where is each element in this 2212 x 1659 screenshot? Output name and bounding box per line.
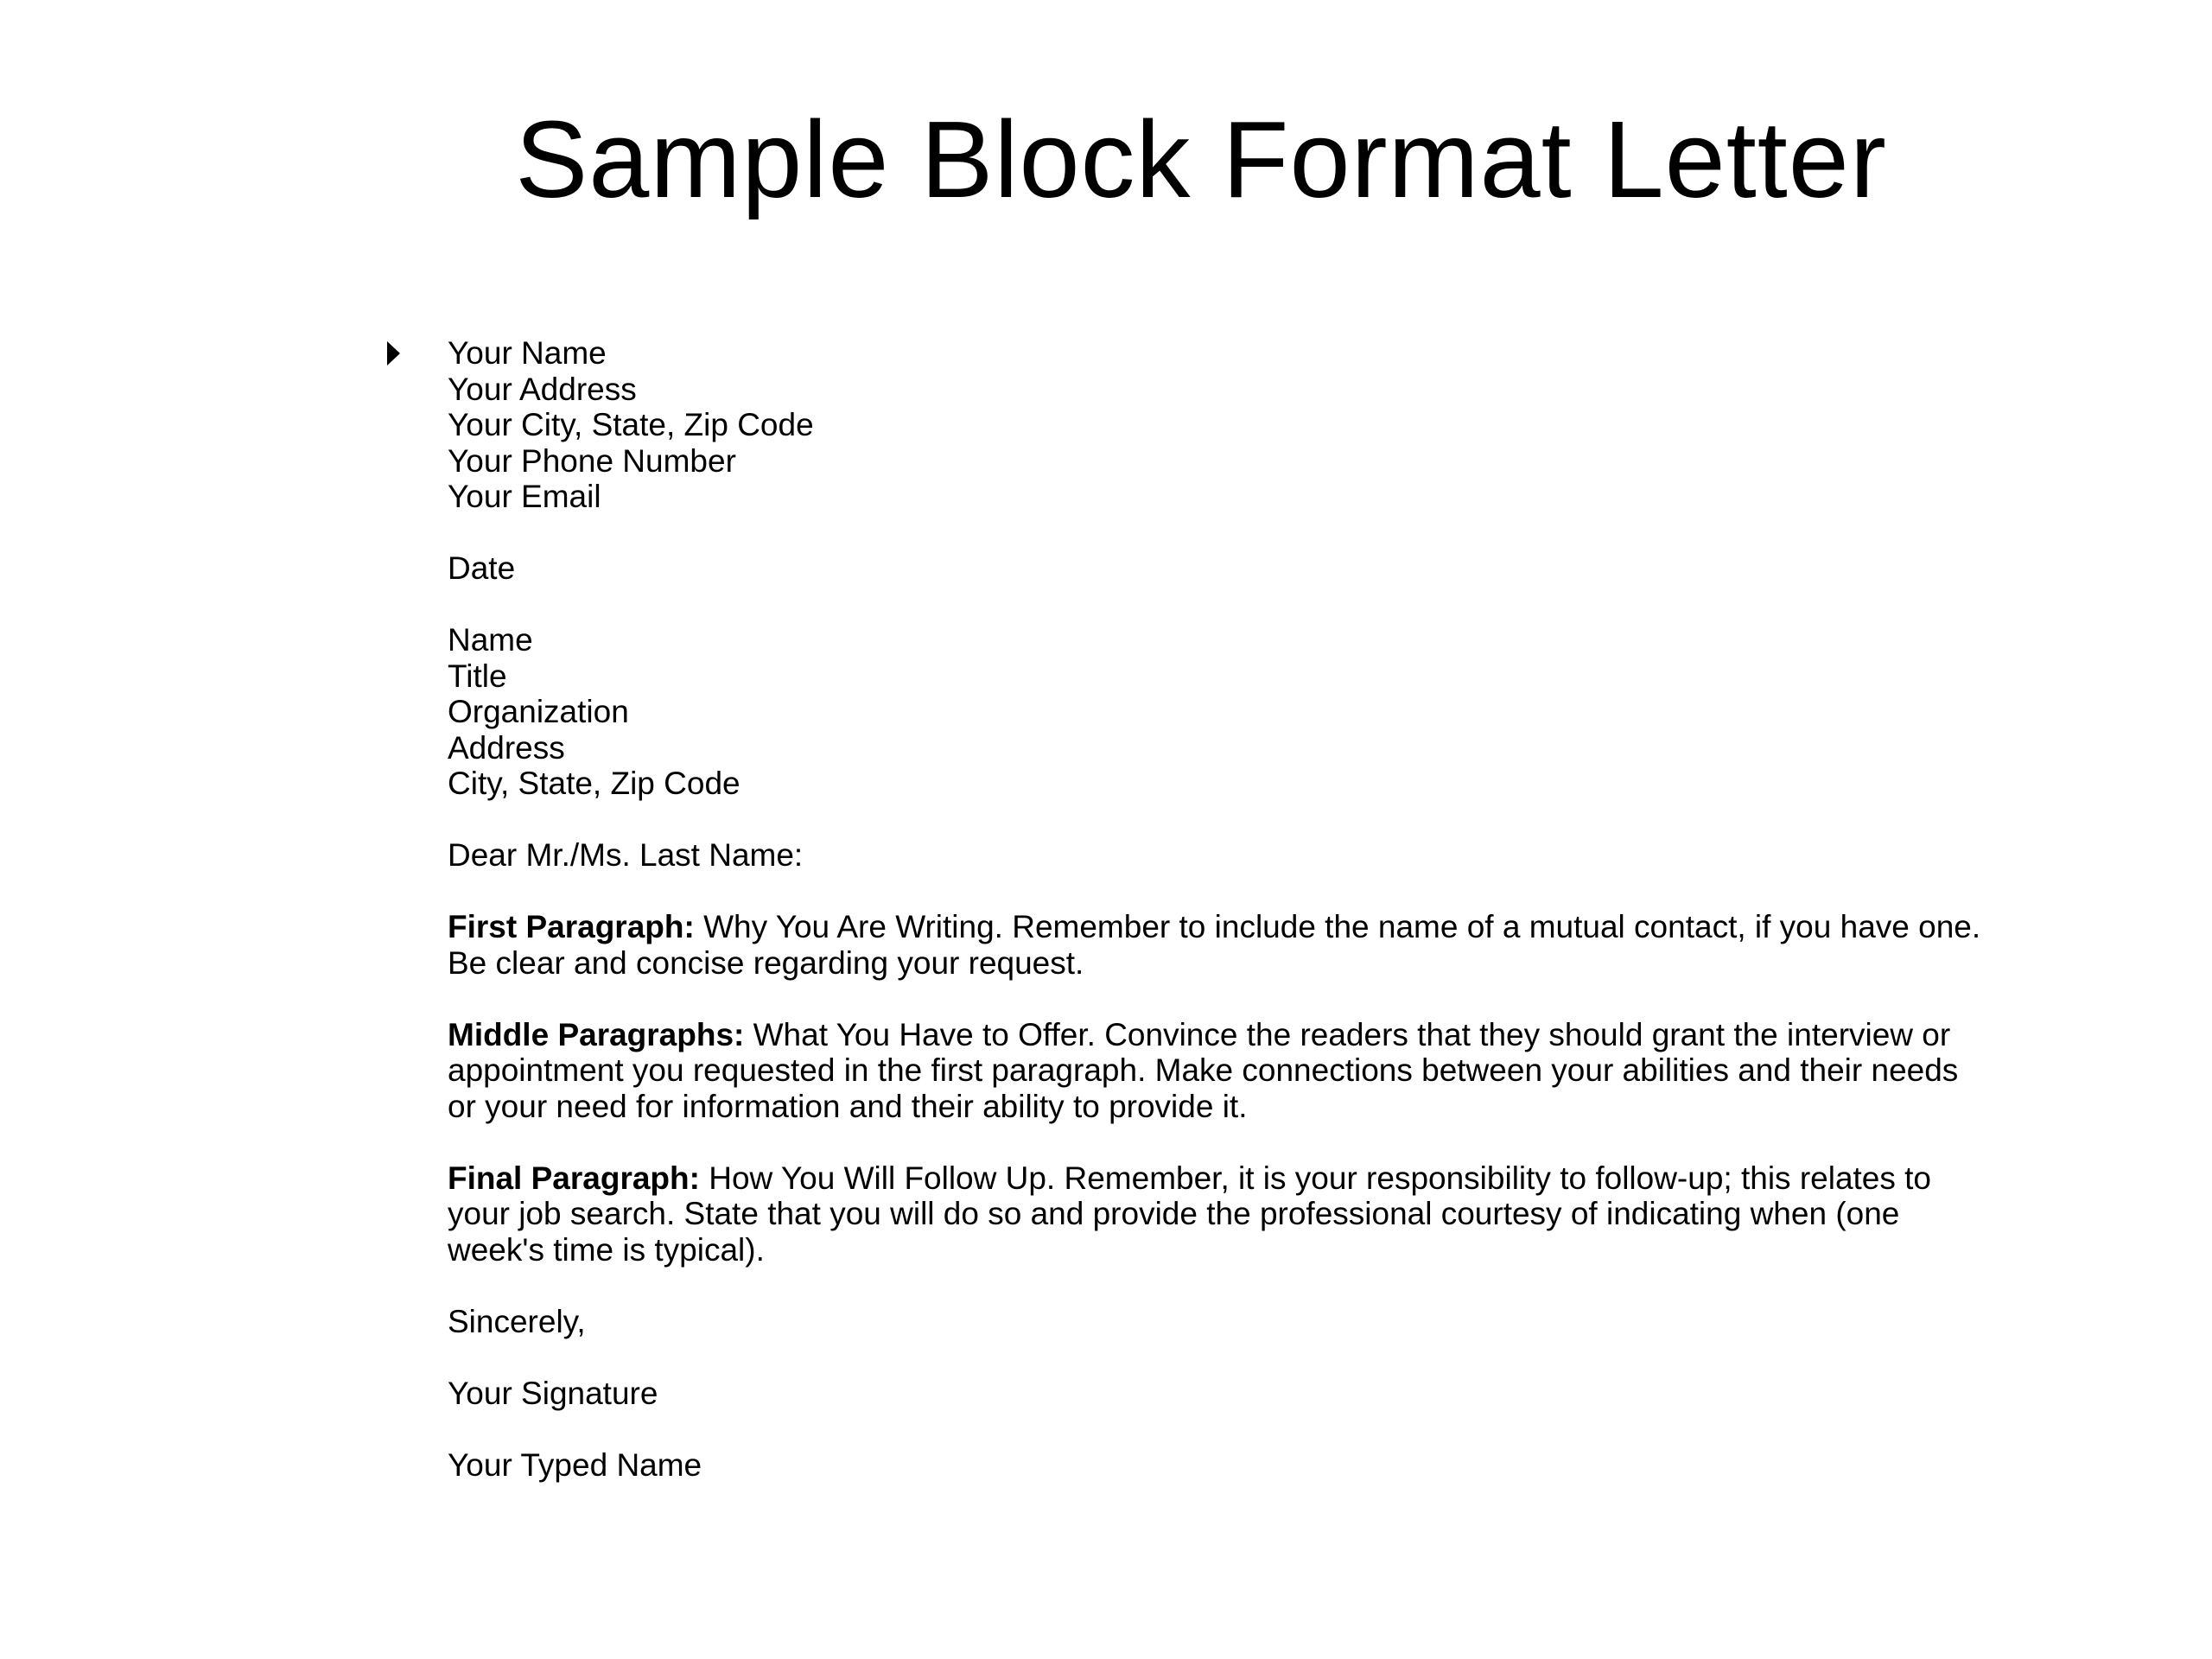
recipient-organization: Organization <box>448 694 629 729</box>
first-paragraph <box>448 909 1994 981</box>
closing: Sincerely, <box>448 1303 586 1339</box>
final-paragraph-text: How You Will Follow Up. Remember, it is your responsibility to follow-up; this relates to your job search. State that you will do so and provide the professional courtesy of indicating when (one week's time is typical). <box>448 1160 1932 1268</box>
first-paragraph-text: Why You Are Writing. Remember to include the name of a mutual contact, if you have one. Be clear and concise regarding your request. <box>448 909 1981 981</box>
typed-name: Your Typed Name <box>448 1446 702 1483</box>
sender-phone: Your Phone Number <box>448 442 736 479</box>
sender-name: Your Name <box>448 335 607 371</box>
page-title: Sample Block Format Letter <box>515 99 1887 220</box>
recipient-city-state-zip: City, State, Zip Code <box>448 766 741 801</box>
sender-email: Your Email <box>448 479 601 514</box>
recipient-address: Address <box>448 729 565 766</box>
letter-body <box>448 335 1994 1483</box>
first-paragraph-label: First Paragraph: <box>448 909 695 944</box>
sender-address: Your Address <box>448 371 637 407</box>
signature: Your Signature <box>448 1375 658 1411</box>
recipient-name: Name <box>448 622 533 658</box>
salutation: Dear Mr./Ms. Last Name: <box>448 837 804 873</box>
middle-paragraph <box>448 1017 1994 1125</box>
middle-paragraph-text: What You Have to Offer. Convince the readers that they should grant the interview or appointment you requested in the first paragraph. Make connections between your abilities and their needs or your need for information and their ability to provide it. <box>448 1016 1959 1124</box>
letter-date: Date <box>448 550 516 586</box>
final-paragraph-label: Final Paragraph: <box>448 1160 700 1196</box>
middle-paragraph-label: Middle Paragraphs: <box>448 1016 745 1052</box>
triangle-bullet-icon <box>387 341 400 365</box>
final-paragraph <box>448 1160 1994 1268</box>
recipient-title: Title <box>448 658 507 694</box>
sender-city-state-zip: Your City, State, Zip Code <box>448 407 814 442</box>
